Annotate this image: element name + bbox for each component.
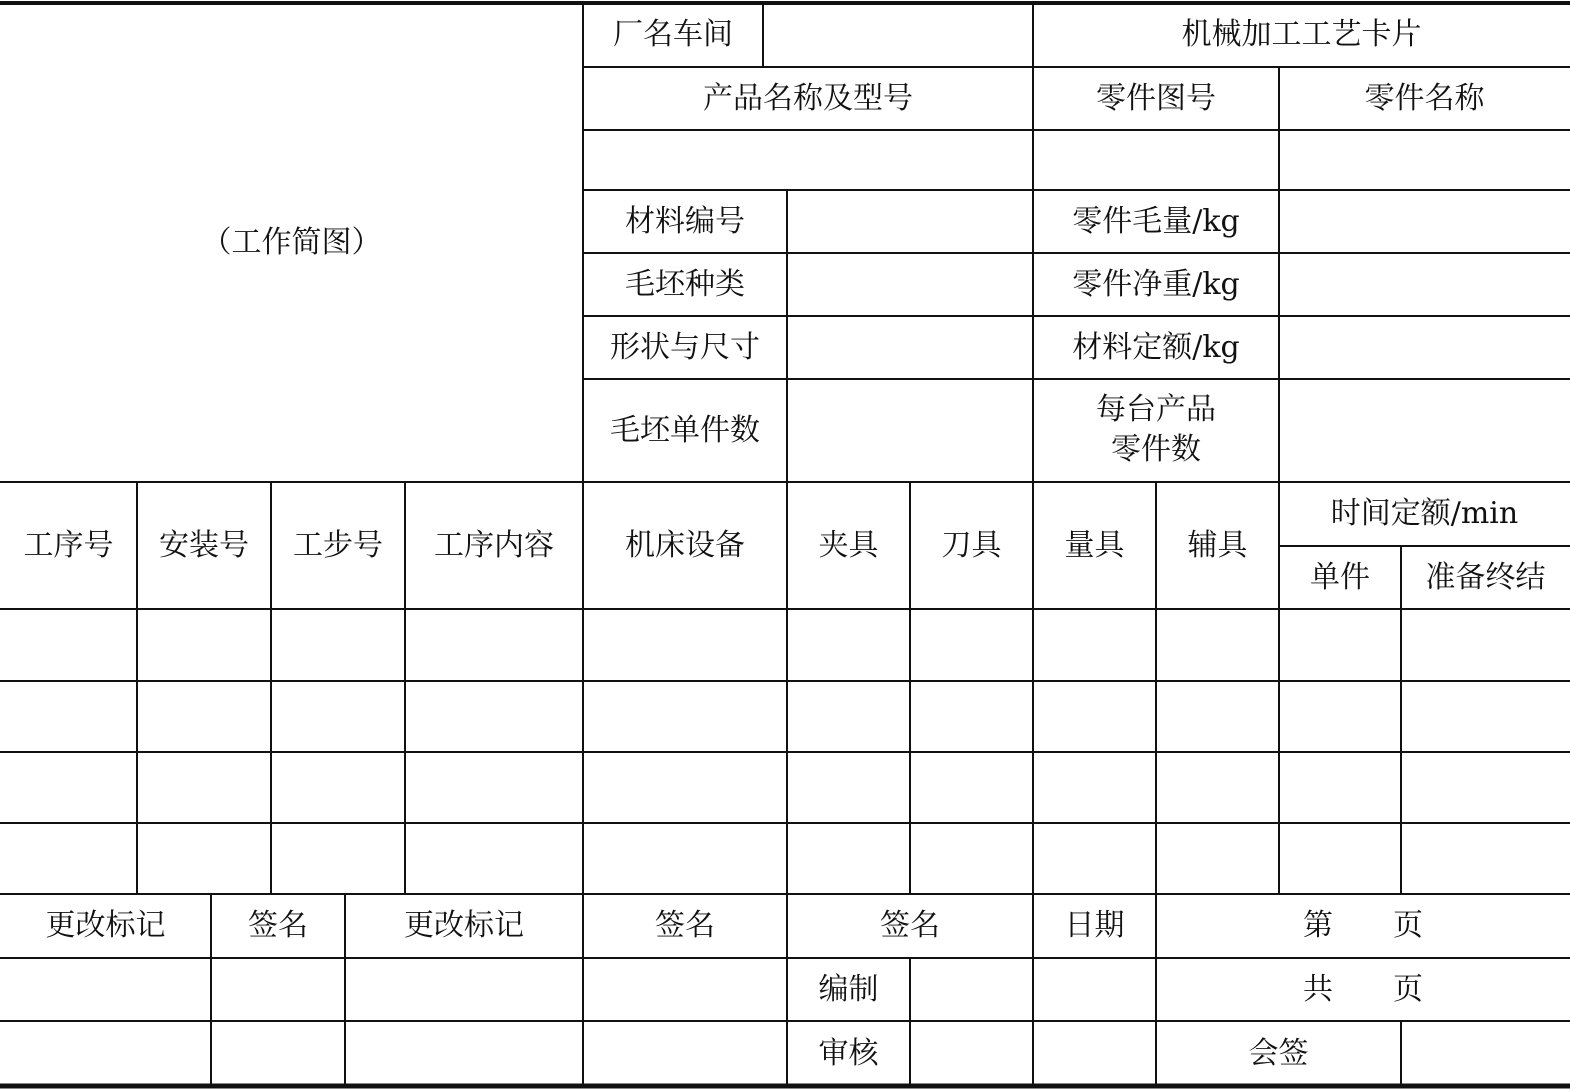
shape-size-field[interactable] — [787, 316, 1033, 379]
table-row[interactable] — [0, 609, 1570, 681]
table-row[interactable] — [0, 681, 1570, 752]
compile-field[interactable] — [910, 958, 1033, 1021]
countersign-label: 会签 — [1248, 1035, 1309, 1071]
col-header-cutter: 刀具 — [941, 527, 1002, 563]
blank-type-label: 毛坯种类 — [625, 266, 745, 302]
review-date-field[interactable] — [1033, 1021, 1156, 1086]
col-header-machine: 机床设备 — [625, 527, 745, 563]
product-name-model-field[interactable] — [583, 130, 1033, 190]
col-header-step-no: 工步号 — [293, 527, 383, 563]
table-row[interactable] — [0, 752, 1570, 823]
card-title: 机械加工工艺卡片 — [1181, 17, 1422, 52]
parts-per-product-label-line1: 每台产品 — [1096, 392, 1216, 427]
part-gross-weight-field[interactable] — [1279, 190, 1570, 253]
col-header-gauge: 量具 — [1064, 527, 1125, 563]
work-sketch-label: （工作简图） — [201, 224, 382, 260]
blank-type-field[interactable] — [787, 253, 1033, 316]
change-mark-label-2: 更改标记 — [404, 908, 524, 943]
table-row[interactable] — [0, 823, 1570, 894]
material-no-field[interactable] — [787, 190, 1033, 253]
col-header-install-no: 安装号 — [159, 527, 249, 563]
material-quota-field[interactable] — [1279, 316, 1570, 379]
part-net-weight-field[interactable] — [1279, 253, 1570, 316]
signature-label-3: 签名 — [880, 908, 940, 943]
review-field[interactable] — [910, 1021, 1033, 1086]
part-name-label: 零件名称 — [1364, 80, 1485, 116]
product-name-model-label: 产品名称及型号 — [703, 80, 913, 116]
col-header-setup-time: 准备终结 — [1425, 559, 1546, 595]
parts-per-product-field[interactable] — [1279, 379, 1570, 482]
col-header-process-no: 工序号 — [23, 527, 114, 563]
material-no-label: 材料编号 — [625, 203, 745, 239]
total-pages-label: 共 页 — [1303, 971, 1423, 1007]
factory-workshop-field[interactable] — [763, 3, 1033, 67]
material-quota-label: 材料定额/kg — [1072, 329, 1240, 365]
page-number-label: 第 页 — [1303, 908, 1423, 943]
change-mark-label-1: 更改标记 — [45, 908, 166, 943]
part-gross-weight-label: 零件毛量/kg — [1072, 203, 1240, 239]
shape-size-label: 形状与尺寸 — [610, 329, 760, 365]
review-label: 审核 — [818, 1035, 879, 1071]
part-net-weight-label: 零件净重/kg — [1072, 266, 1240, 302]
blank-pieces-label: 毛坯单件数 — [610, 412, 760, 448]
compile-label: 编制 — [818, 971, 879, 1007]
col-header-fixture: 夹具 — [818, 527, 879, 563]
col-header-process-content: 工序内容 — [434, 527, 554, 563]
factory-workshop-label: 厂名车间 — [613, 17, 733, 52]
blank-pieces-field[interactable] — [787, 379, 1033, 482]
compile-date-field[interactable] — [1033, 958, 1156, 1021]
col-header-unit-time: 单件 — [1310, 559, 1370, 595]
date-label: 日期 — [1064, 908, 1125, 943]
parts-per-product-label-line2: 零件数 — [1111, 432, 1201, 467]
signature-label-2: 签名 — [655, 908, 715, 943]
countersign-field[interactable] — [1401, 1021, 1570, 1086]
col-header-auxiliary: 辅具 — [1187, 527, 1248, 563]
part-drawing-no-field[interactable] — [1033, 130, 1279, 190]
col-header-time-quota: 时间定额/min — [1330, 496, 1519, 531]
part-drawing-no-label: 零件图号 — [1096, 80, 1216, 116]
signature-label-1: 签名 — [248, 908, 308, 943]
part-name-field[interactable] — [1279, 130, 1570, 190]
